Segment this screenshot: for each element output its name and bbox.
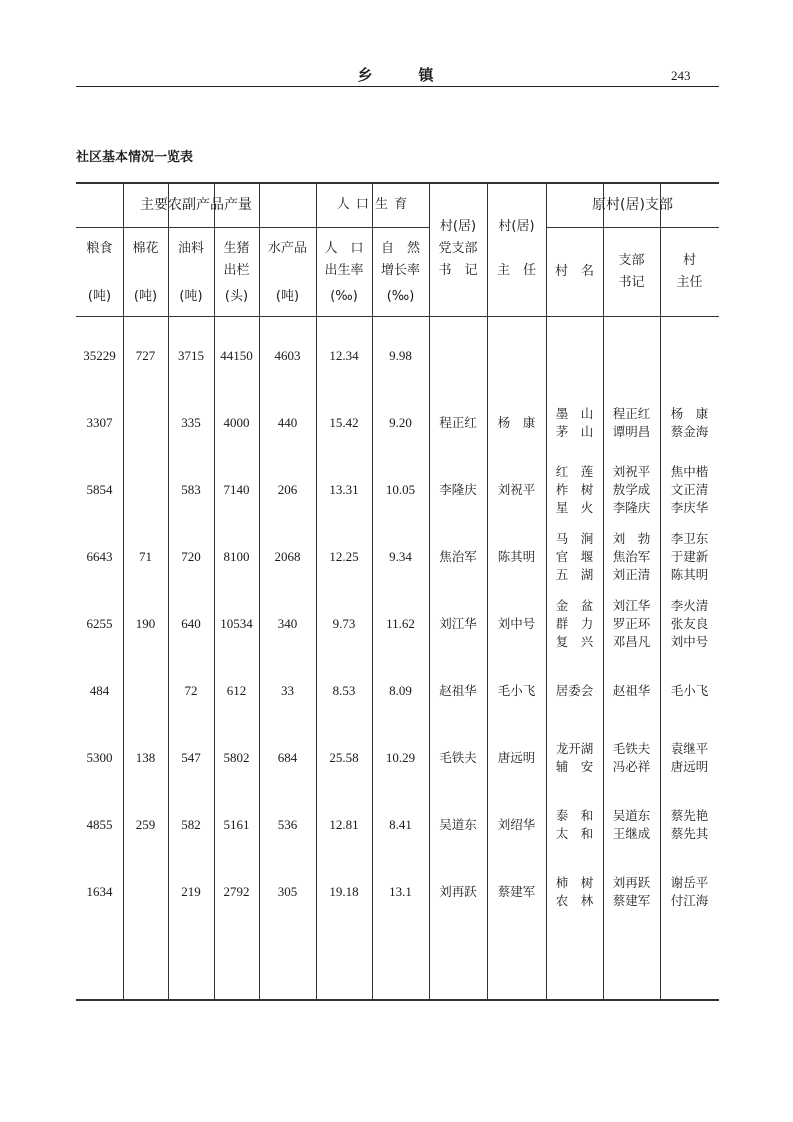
table-cell-village_directors: 蔡先艳 蔡先其 <box>670 808 709 841</box>
table-cell-director: 陈其明 <box>497 549 536 564</box>
col-header-growth_rate: 自 然 增长率 <box>380 241 420 278</box>
table-cell-villages: 龙开湖 辅 安 <box>555 741 594 774</box>
col-header-grain: 粮食 <box>86 241 113 256</box>
table-cell-villages: 红 莲 柞 树 星 火 <box>555 464 594 515</box>
table-cell-villages: 柿 树 农 林 <box>555 875 594 908</box>
table-cell-villages <box>546 323 603 390</box>
table-cell-villages: 金 盆 群 力 复 兴 <box>555 598 594 649</box>
col-header-pigs: 生猪 出栏 <box>223 241 250 278</box>
table-cell-growth_rate: 11.62 <box>386 616 415 631</box>
table-cell-branch_secretaries: 刘 勃 焦治军 刘正清 <box>612 531 651 582</box>
table-cell-director: 蔡建军 <box>497 884 536 899</box>
table-cell-pigs: 612 <box>226 683 247 698</box>
table-cell-villages: 马 涧 官 堰 五 湖 <box>555 531 594 582</box>
table-cell-aquatic: 340 <box>277 616 298 631</box>
table-cell-birth_rate: 25.58 <box>329 750 359 765</box>
table-cell-grain: 6643 <box>86 549 113 564</box>
running-header-char-2: 镇 <box>418 66 436 84</box>
table-cell-birth_rate: 15.42 <box>329 415 359 430</box>
table-cell-aquatic: 440 <box>277 415 298 430</box>
table-cell-birth_rate: 12.25 <box>329 549 359 564</box>
table-cell-branch_secretaries: 毛铁夫 冯必祥 <box>612 741 651 774</box>
col-unit-oil: (吨) <box>179 289 203 304</box>
table-cell-pigs: 10534 <box>220 616 253 631</box>
table-cell-secretary: 毛铁夫 <box>439 750 477 765</box>
table-cell-birth_rate: 8.53 <box>332 683 356 698</box>
table-cell-grain: 6255 <box>86 616 113 631</box>
page-number: 243 <box>671 68 691 83</box>
table-cell-oil: 720 <box>181 549 201 564</box>
table-cell-aquatic: 206 <box>277 482 298 497</box>
community-table <box>76 182 719 999</box>
table-cell-birth_rate: 12.34 <box>329 348 359 363</box>
col-header-secretary: 村(居) 党支部 书 记 <box>438 219 478 278</box>
table-cell-pigs: 5161 <box>223 817 250 832</box>
table-cell-secretary: 刘再跃 <box>439 884 477 899</box>
col-header-cotton: 棉花 <box>132 241 159 256</box>
table-cell-birth_rate: 19.18 <box>329 884 359 899</box>
col-header-village-director: 村 主任 <box>676 252 703 290</box>
table-cell-pigs: 4000 <box>223 415 250 430</box>
table-cell-growth_rate: 13.1 <box>389 884 412 899</box>
header-rule <box>76 86 719 87</box>
table-cell-villages: 泰 和 太 和 <box>555 808 594 841</box>
table-cell-aquatic: 305 <box>277 884 298 899</box>
col-unit-birth_rate: (‰) <box>330 289 358 304</box>
table-cell-village_directors <box>660 323 719 390</box>
col-header-oil: 油料 <box>177 241 204 256</box>
table-cell-oil: 72 <box>184 683 198 698</box>
table-cell-secretary <box>429 323 487 390</box>
table-cell-oil: 219 <box>181 884 201 899</box>
col-header-director: 村(居) 主 任 <box>496 219 536 278</box>
table-cell-growth_rate: 8.41 <box>389 817 412 832</box>
table-cell-village_directors: 杨 康 蔡金海 <box>670 406 709 439</box>
table-cell-secretary: 焦治军 <box>439 549 477 564</box>
table-cell-grain: 5854 <box>86 482 113 497</box>
table-cell-secretary: 吴道东 <box>439 817 477 832</box>
table-cell-village_directors: 谢岳平 付江海 <box>670 875 709 908</box>
table-cell-secretary: 程正红 <box>439 415 477 430</box>
table-cell-pigs: 7140 <box>223 482 250 497</box>
col-header-aquatic: 水产品 <box>267 241 307 256</box>
group-header-farm: 主要农副产品产量 <box>140 196 252 213</box>
table-cell-cotton: 138 <box>135 750 156 765</box>
col-unit-cotton: (吨) <box>133 289 158 304</box>
table-cell-pigs: 44150 <box>220 348 253 363</box>
table-cell-grain: 5300 <box>86 750 113 765</box>
table-header-rule <box>76 316 719 317</box>
table-cell-director: 刘祝平 <box>497 482 536 497</box>
table-cell-villages: 墨 山 茅 山 <box>555 406 594 439</box>
table-cell-cotton: 190 <box>135 616 156 631</box>
table-cell-branch_secretaries: 程正红 谭明昌 <box>612 406 651 439</box>
table-cell-aquatic: 536 <box>277 817 298 832</box>
table-cell-secretary: 李隆庆 <box>439 482 477 497</box>
table-cell-director: 毛小飞 <box>497 683 536 698</box>
running-header-char-1: 乡 <box>357 66 375 84</box>
table-cell-aquatic: 2068 <box>274 549 301 564</box>
table-bottom-rule <box>76 999 719 1001</box>
table-cell-director: 刘绍华 <box>497 817 536 832</box>
table-cell-branch_secretaries: 刘江华 罗正环 邓昌凡 <box>612 598 651 649</box>
table-cell-growth_rate: 8.09 <box>389 683 412 698</box>
col-unit-grain: (吨) <box>87 289 112 304</box>
table-cell-cotton <box>123 859 168 926</box>
table-cell-birth_rate: 12.81 <box>329 817 359 832</box>
table-cell-growth_rate: 9.34 <box>389 549 412 564</box>
table-cell-village_directors: 李卫东 于建新 陈其明 <box>670 531 709 582</box>
table-cell-secretary: 刘江华 <box>439 616 477 631</box>
table-cell-aquatic: 684 <box>277 750 298 765</box>
table-cell-grain: 4855 <box>86 817 113 832</box>
table-cell-oil: 3715 <box>178 348 204 363</box>
table-cell-aquatic: 4603 <box>274 348 301 363</box>
table-cell-village_directors: 李火清 张友良 刘中号 <box>670 598 709 649</box>
table-cell-director: 刘中号 <box>497 616 536 631</box>
table-cell-branch_secretaries <box>603 323 660 390</box>
table-cell-branch_secretaries: 赵祖华 <box>612 683 651 698</box>
table-cell-branch_secretaries: 刘祝平 敖学成 李隆庆 <box>612 464 651 515</box>
table-cell-cotton: 71 <box>139 549 152 564</box>
table-cell-grain: 3307 <box>86 415 113 430</box>
col-header-village-name: 村 名 <box>554 263 594 279</box>
table-cell-cotton <box>123 457 168 524</box>
table-cell-director: 杨 康 <box>497 415 536 430</box>
table-cell-grain: 35229 <box>83 348 116 363</box>
table-cell-oil: 582 <box>181 817 201 832</box>
table-cell-oil: 640 <box>181 616 201 631</box>
table-cell-pigs: 8100 <box>223 549 250 564</box>
table-cell-growth_rate: 10.05 <box>385 482 416 497</box>
table-cell-oil: 547 <box>181 750 201 765</box>
table-cell-village_directors: 毛小飞 <box>670 683 709 698</box>
table-cell-growth_rate: 9.20 <box>389 415 412 430</box>
col-unit-aquatic: (吨) <box>275 289 300 304</box>
group-rule-farm <box>76 227 316 228</box>
table-cell-aquatic: 33 <box>281 683 294 698</box>
table-cell-secretary: 赵祖华 <box>439 683 477 698</box>
col-unit-growth_rate: (‰) <box>386 289 415 304</box>
table-cell-cotton: 259 <box>135 817 156 832</box>
table-cell-village_directors: 焦中楷 文正清 李庆华 <box>670 464 709 515</box>
table-cell-director <box>487 323 546 390</box>
col-header-branch-secretary: 支部 书记 <box>618 252 645 290</box>
table-cell-grain: 1634 <box>86 884 113 899</box>
table-cell-growth_rate: 10.29 <box>385 750 416 765</box>
group-header-orig-village: 原村(居)支部 <box>592 196 673 213</box>
table-cell-birth_rate: 13.31 <box>329 482 359 497</box>
table-cell-branch_secretaries: 刘再跃 蔡建军 <box>612 875 651 908</box>
table-cell-cotton <box>123 658 168 725</box>
table-cell-growth_rate: 9.98 <box>389 348 412 363</box>
table-cell-director: 唐远明 <box>497 750 536 765</box>
table-caption: 社区基本情况一览表 <box>76 150 194 165</box>
table-cell-village_directors: 袁继平 唐远明 <box>670 741 709 774</box>
table-cell-cotton: 727 <box>135 348 156 363</box>
col-unit-pigs: (头) <box>224 289 249 304</box>
table-cell-grain: 484 <box>89 683 110 698</box>
table-cell-pigs: 5802 <box>223 750 250 765</box>
table-cell-branch_secretaries: 吴道东 王继成 <box>612 808 651 841</box>
table-cell-villages: 居委会 <box>555 683 594 698</box>
table-cell-birth_rate: 9.73 <box>332 616 356 631</box>
table-cell-oil: 583 <box>181 482 201 497</box>
table-cell-pigs: 2792 <box>223 884 250 899</box>
table-cell-cotton <box>123 390 168 457</box>
table-cell-oil: 335 <box>181 415 201 430</box>
col-header-birth_rate: 人 口 出生率 <box>324 241 364 278</box>
group-header-population: 人 口 生 育 <box>336 196 409 212</box>
